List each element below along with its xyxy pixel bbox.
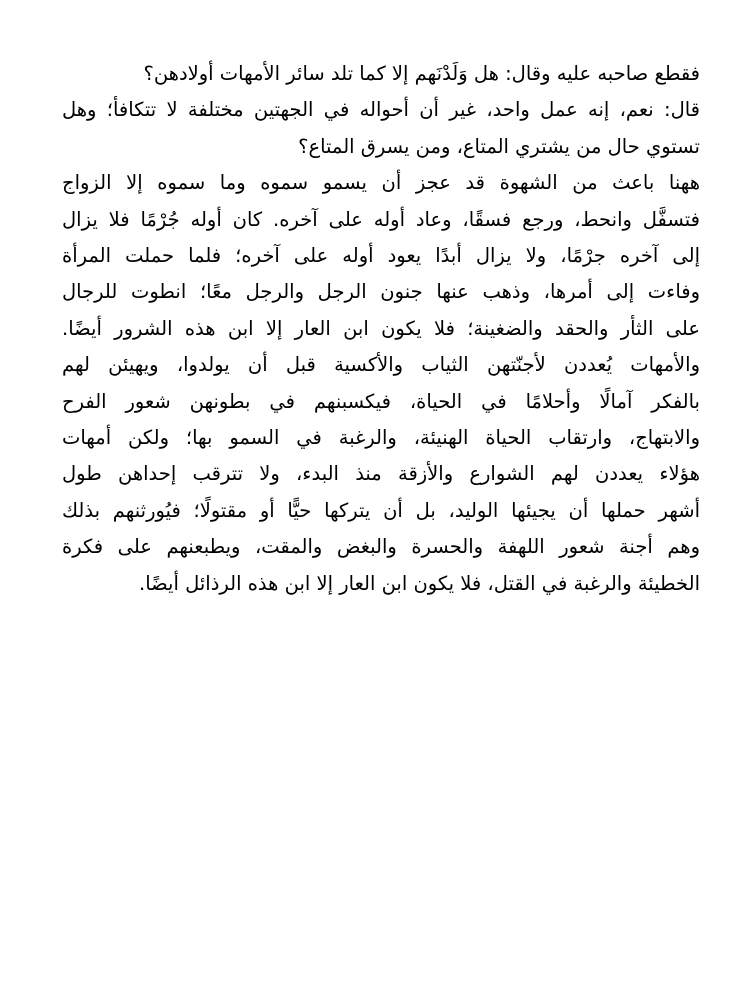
text-line: هؤلاء يعددن لهم الشوارع والأزقة منذ البدء، ولا تترقب إحداهن طول — [62, 462, 700, 486]
text-line: على الثأر والحقد والضغينة؛ فلا يكون ابن العار إلا ابن هذه الشرور أيضًا. — [62, 316, 700, 340]
text-line: وهم أجنة شعور اللهفة والحسرة والبغض والمقت، ويطبعنهم على فكرة — [62, 535, 700, 559]
text-line: والابتهاج، وارتقاب الحياة الهنيئة، والرغبة في السمو بها؛ ولكن أمهات — [62, 426, 700, 450]
body-text — [62, 56, 700, 602]
text-line: فقطع صاحبه عليه وقال: هل وَلَدْنَهم إلا كما تلد سائر الأمهات أولادهن؟ — [143, 62, 700, 85]
text-line: إلى آخره جرْمًا، ولا يزال أبدًا يعود أوله على آخره؛ فلما حملت المرأة — [62, 244, 700, 268]
text-line: فتسفَّل وانحط، ورجع فسقًا، وعاد أوله على آخره. كان أوله جُرْمًا فلا يزال — [62, 207, 700, 231]
text-line: قال: نعم، إنه عمل واحد، غير أن أحواله في الجهتين مختلفة لا تتكافأ؛ وهل — [62, 98, 700, 122]
text-line: والأمهات يُعددن لأجنّتهن الثياب والأكسية قبل أن يولدوا، ويهيئن لهم — [62, 353, 700, 377]
text-line: ههنا باعث من الشهوة قد عجز أن يسمو سموه وما سموه إلا الزواج — [62, 171, 700, 195]
text-line: وفاءت إلى أمرها، وذهب عنها جنون الرجل والرجل معًا؛ انطوت للرجال — [62, 280, 700, 304]
text-line: الخطيئة والرغبة في القتل، فلا يكون ابن العار إلا ابن هذه الرذائل أيضًا. — [139, 571, 700, 595]
text-line: تستوي حال من يشتري المتاع، ومن يسرق المتاع؟ — [298, 134, 700, 158]
text-line: بالفكر آمالًا وأحلامًا في الحياة، فيكسبنهم في بطونهن شعور الفرح — [62, 389, 700, 413]
text-line: أشهر حملها أن يجيئها الوليد، بل أن يتركها حيًّا أو مقتولًا؛ فيُورثنهم بذلك — [62, 498, 700, 522]
